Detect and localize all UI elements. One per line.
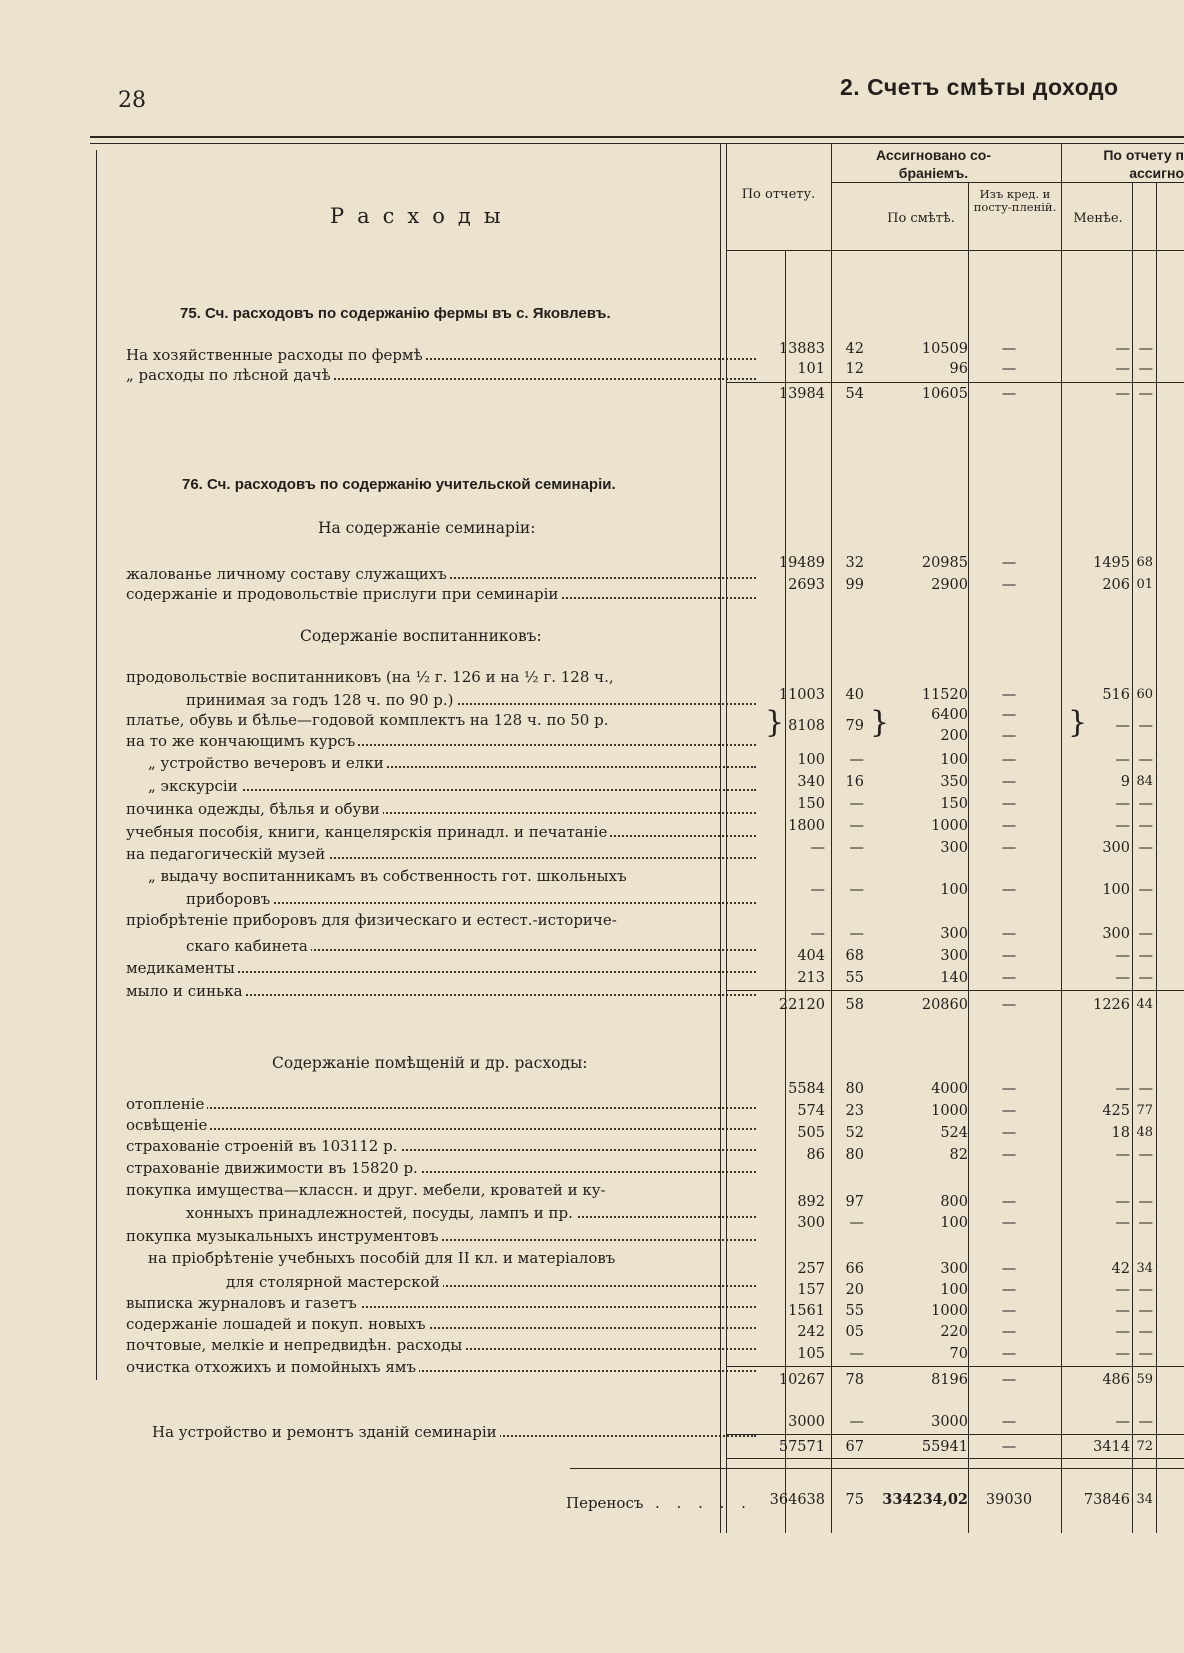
cell-less-kop: — [1138, 970, 1153, 986]
carry-report: 364638 [769, 1492, 825, 1508]
cell-less-kop: — [1138, 1215, 1153, 1231]
cell-credit: — [1001, 1261, 1017, 1277]
cell-less: — [1115, 970, 1130, 986]
cell-kop: 20 [845, 1282, 864, 1298]
cell-kop: 66 [845, 1261, 864, 1277]
cell-kop: — [849, 796, 864, 812]
cell-estimate: 524 [940, 1125, 968, 1141]
cell-kop: — [849, 882, 864, 898]
subheading-premises: Содержаніе помѣщеній и др. расходы: [272, 1054, 588, 1072]
cell-report: 11003 [778, 687, 825, 703]
subtotal-credit: — [1001, 1372, 1017, 1388]
cell-credit: — [1001, 970, 1017, 986]
cell-credit: — [1001, 948, 1017, 964]
cell-less-kop: 34 [1136, 1261, 1153, 1276]
row-label: платье, обувь и бѣлье—годовой комплектъ на 128 ч. по 50 р. [126, 711, 609, 729]
cell-kop: — [849, 818, 864, 834]
left-margin-rule [96, 150, 97, 1380]
row-label-continued: хонныхъ принадлежностей, посуды, лампъ и пр. [186, 1203, 756, 1223]
cell-kop: 42 [845, 341, 864, 357]
cell-less-kop: — [1138, 1081, 1153, 1097]
cell-report: 505 [797, 1125, 825, 1141]
cell-less: — [1115, 1324, 1130, 1340]
cell-less: 300 [1102, 926, 1130, 942]
col-header-assigned: Ассигновано со-браніемъ. [875, 147, 992, 181]
cell-less: — [1115, 718, 1130, 734]
subtotal-kop: 54 [845, 386, 864, 402]
total-report: 57571 [778, 1439, 825, 1455]
carry-label: Переносъ [566, 1494, 644, 1512]
col-header-less: Менѣе. [1073, 211, 1123, 226]
cell-kop: 12 [845, 361, 864, 377]
total-less-kop: 72 [1136, 1439, 1153, 1454]
page-number: 28 [118, 88, 146, 113]
row-label: на пріобрѣтеніе учебныхъ пособій для II кл. и матеріаловъ [148, 1249, 616, 1267]
cell-kop: 16 [845, 774, 864, 790]
cell-credit: — [1001, 752, 1017, 768]
row-label: „ экскурсіи [148, 776, 756, 796]
col-header-by-estimate: По смѣтѣ. [887, 211, 955, 226]
cell-credit: — [1001, 555, 1017, 571]
running-title: 2. Счетъ смѣты доходо [840, 74, 1119, 100]
row-label: „ устройство вечеровъ и елки [148, 753, 756, 773]
cell-less: — [1115, 818, 1130, 834]
row-label: На устройство и ремонтъ зданій семинаріи [152, 1422, 756, 1442]
cell-estimate: 11520 [921, 687, 968, 703]
cell-estimate: 96 [949, 361, 968, 377]
header-bottom-rule [726, 250, 1184, 251]
subtotal-rule [726, 1366, 1184, 1367]
cell-credit: — [1001, 796, 1017, 812]
row-label: покупка музыкальныхъ инструментовъ [126, 1226, 756, 1246]
cell-report: 257 [797, 1261, 825, 1277]
cell-kop: 05 [845, 1324, 864, 1340]
cell-less: 516 [1102, 687, 1130, 703]
bracket: } [870, 705, 890, 740]
cell-report: 242 [797, 1324, 825, 1340]
cell-credit: — [1001, 1303, 1017, 1319]
cell-report: — [810, 840, 825, 856]
subtotal-less: 486 [1102, 1372, 1130, 1388]
top-rule [90, 136, 1184, 138]
cell-report: 105 [797, 1346, 825, 1362]
cell-kop: 55 [845, 1303, 864, 1319]
subtotal-estimate: 20860 [921, 997, 968, 1013]
subtotal-less: 1226 [1093, 997, 1130, 1013]
cell-credit: — [1001, 926, 1017, 942]
carry-estimate: 334234,02 [882, 1491, 968, 1508]
cell-credit: — [1001, 577, 1017, 593]
cell-less: — [1115, 1081, 1130, 1097]
subtotal-report: 22120 [778, 997, 825, 1013]
row-label: на педагогическій музей [126, 844, 756, 864]
total-rule-bottom [726, 1458, 1184, 1459]
row-label: почтовые, мелкіе и непредвидѣн. расходы [126, 1335, 756, 1355]
cell-report: 1800 [788, 818, 825, 834]
cell-less: 300 [1102, 840, 1130, 856]
cell-estimate: 300 [940, 840, 968, 856]
cell-less: — [1115, 1282, 1130, 1298]
cell-estimate: 300 [940, 1261, 968, 1277]
cell-less-kop: — [1138, 1324, 1153, 1340]
cell-less-kop: — [1138, 1346, 1153, 1362]
carry-credit: 39030 [985, 1492, 1033, 1508]
cell-report: — [810, 926, 825, 942]
cell-less-kop: — [1138, 341, 1153, 357]
cell-kop: 68 [845, 948, 864, 964]
row-label: освѣщеніе [126, 1115, 756, 1135]
cell-kop: — [849, 1414, 864, 1430]
cell-less-kop: — [1138, 361, 1153, 377]
row-label: учебныя пособія, книги, канцелярскія принадл. и печатаніе [126, 822, 756, 842]
cell-less-kop: 48 [1136, 1125, 1153, 1140]
cell-estimate: 3000 [931, 1414, 968, 1430]
cell-estimate: 1000 [931, 1303, 968, 1319]
cell-less-kop: — [1138, 1303, 1153, 1319]
subtotal-kop: 78 [845, 1372, 864, 1388]
cell-report: 5584 [788, 1081, 825, 1097]
row-label-continued: для столярной мастерской [226, 1272, 756, 1292]
cell-less-kop: 84 [1136, 774, 1153, 789]
cell-report: 100 [797, 752, 825, 768]
cell-credit: — [1001, 1194, 1017, 1210]
cell-kop: 52 [845, 1125, 864, 1141]
cell-credit: — [1001, 707, 1017, 723]
cell-report: 157 [797, 1282, 825, 1298]
subtotal-less-kop: 44 [1136, 997, 1153, 1012]
cell-credit: — [1001, 1147, 1017, 1163]
cell-less: — [1115, 361, 1130, 377]
cell-less: — [1115, 752, 1130, 768]
carry-kop: 75 [845, 1492, 864, 1508]
subheading-pupils: Содержаніе воспитанниковъ: [300, 627, 542, 645]
cell-credit: — [1001, 1324, 1017, 1340]
cell-less: — [1115, 1414, 1130, 1430]
cell-report: 1561 [788, 1303, 825, 1319]
cell-estimate: 1000 [931, 1103, 968, 1119]
cell-kop: 23 [845, 1103, 864, 1119]
cell-less: — [1115, 948, 1130, 964]
row-label: жалованье личному составу служащихъ [126, 564, 756, 584]
cell-estimate: 70 [949, 1346, 968, 1362]
cell-credit: — [1001, 882, 1017, 898]
row-label-continued: принимая за годъ 128 ч. по 90 р.) [186, 690, 756, 710]
row-label: покупка имущества—классн. и друг. мебели, кроватей и ку- [126, 1181, 606, 1199]
cell-less-kop: 01 [1136, 577, 1153, 592]
cell-estimate: 800 [940, 1194, 968, 1210]
total-kop: 67 [845, 1439, 864, 1455]
cell-estimate: 20985 [921, 555, 968, 571]
cell-kop: 55 [845, 970, 864, 986]
total-credit: — [1001, 1439, 1017, 1455]
cell-report: 19489 [778, 555, 825, 571]
cell-estimate: 140 [940, 970, 968, 986]
cell-less: — [1115, 1147, 1130, 1163]
cell-less-kop: 60 [1136, 687, 1153, 702]
cell-less-kop: — [1138, 1194, 1153, 1210]
cell-less-kop: — [1138, 926, 1153, 942]
cell-less-kop: — [1138, 752, 1153, 768]
cell-less: 9 [1120, 774, 1130, 790]
cell-less-kop: — [1138, 840, 1153, 856]
row-label: выписка журналовъ и газетъ [126, 1293, 756, 1313]
cell-less-kop: — [1138, 882, 1153, 898]
cell-report: — [810, 882, 825, 898]
cell-kop: 32 [845, 555, 864, 571]
subtotal-less-kop: 59 [1136, 1372, 1153, 1387]
cell-less: — [1115, 796, 1130, 812]
cell-estimate: 100 [940, 1215, 968, 1231]
subtotal-credit: — [1001, 997, 1017, 1013]
row-label: очистка отхожихъ и помойныхъ ямъ [126, 1357, 756, 1377]
cell-credit: — [1001, 361, 1017, 377]
total-rule [726, 1434, 1184, 1435]
bracket: } [1068, 705, 1088, 740]
cell-kop: — [849, 1346, 864, 1362]
cell-kop: 80 [845, 1147, 864, 1163]
cell-credit: — [1001, 341, 1017, 357]
cell-report: 340 [797, 774, 825, 790]
cell-kop: — [849, 1215, 864, 1231]
cell-kop: — [849, 840, 864, 856]
cell-credit: — [1001, 1215, 1017, 1231]
col-header-report: По отчету. [741, 187, 816, 202]
cell-report: 86 [806, 1147, 825, 1163]
cell-estimate: 300 [940, 948, 968, 964]
cell-estimate: 100 [940, 752, 968, 768]
subtotal-less-kop: — [1138, 386, 1153, 402]
row-label: страхованіе движимости въ 15820 р. [126, 1158, 756, 1178]
cell-estimate: 10509 [921, 341, 968, 357]
cell-estimate: 100 [940, 1282, 968, 1298]
row-label-continued: приборовъ [186, 889, 756, 909]
cell-report: 2693 [788, 577, 825, 593]
cell-report: 13883 [778, 341, 825, 357]
total-estimate: 55941 [921, 1439, 968, 1455]
cell-report: 213 [797, 970, 825, 986]
row-label: на то же кончающимъ курсъ [126, 731, 756, 751]
carry-less: 73846 [1083, 1492, 1130, 1508]
cell-less-kop: — [1138, 1147, 1153, 1163]
row-label: содержаніе и продовольствіе прислуги при семинаріи [126, 584, 756, 604]
row-label: мыло и синька [126, 981, 756, 1001]
cell-less-kop: — [1138, 818, 1153, 834]
cell-estimate: 300 [940, 926, 968, 942]
cell-less-kop: 68 [1136, 555, 1153, 570]
cell-credit: — [1001, 1282, 1017, 1298]
cell-estimate: 1000 [931, 818, 968, 834]
right-column-rule [1156, 182, 1157, 1533]
cell-less-kop: 77 [1136, 1103, 1153, 1118]
cell-less: 1495 [1093, 555, 1130, 571]
row-label-continued: скаго кабинета [186, 936, 756, 956]
header-divider [831, 182, 1184, 183]
cell-kop: — [849, 926, 864, 942]
total-less: 3414 [1093, 1439, 1130, 1455]
cell-less-kop: — [1138, 1282, 1153, 1298]
cell-credit: — [1001, 840, 1017, 856]
cell-credit: — [1001, 1081, 1017, 1097]
cell-report: 3000 [788, 1414, 825, 1430]
cell-less: — [1115, 1215, 1130, 1231]
row-label: „ расходы по лѣсной дачѣ [126, 365, 756, 385]
credit-column-rule [968, 182, 969, 1533]
cell-less-kop: — [1138, 1414, 1153, 1430]
cell-less-kop: — [1138, 948, 1153, 964]
cell-less: — [1115, 1303, 1130, 1319]
subtotal-rule [726, 382, 1184, 383]
cell-less: — [1115, 1194, 1130, 1210]
row-label: медикаменты [126, 958, 756, 978]
subtotal-rule [726, 990, 1184, 991]
carry-leader: . . . . . [655, 1494, 752, 1512]
subtotal-less: — [1115, 386, 1130, 402]
bracket: } [765, 705, 785, 740]
cell-less: 18 [1111, 1125, 1130, 1141]
cell-less: — [1115, 1346, 1130, 1362]
cell-credit: — [1001, 728, 1017, 744]
cell-report: 150 [797, 796, 825, 812]
cell-kop: 80 [845, 1081, 864, 1097]
subheading-seminary: На содержаніе семинаріи: [318, 519, 536, 537]
cell-estimate: 2900 [931, 577, 968, 593]
cell-report: 8108 [788, 718, 825, 734]
carry-less-kop: 34 [1136, 1492, 1153, 1507]
row-label: продовольствіе воспитанниковъ (на ½ г. 126 и на ½ г. 128 ч., [126, 668, 614, 686]
subtotal-estimate: 8196 [931, 1372, 968, 1388]
cell-less-kop: — [1138, 718, 1153, 734]
section-76-title: 76. Сч. расходовъ по содержанію учительской семинаріи. [182, 476, 616, 493]
top-rule-thin [90, 143, 1184, 144]
cell-less: 42 [1111, 1261, 1130, 1277]
cell-report: 574 [797, 1103, 825, 1119]
row-label: На хозяйственные расходы по фермѣ [126, 345, 756, 365]
cell-estimate: 6400 [931, 707, 968, 723]
subtotal-report: 10267 [778, 1372, 825, 1388]
subtotal-kop: 58 [845, 997, 864, 1013]
cell-report: 300 [797, 1215, 825, 1231]
cell-kop: 79 [845, 718, 864, 734]
carry-rule [570, 1468, 1184, 1469]
cell-estimate: 350 [940, 774, 968, 790]
cell-less: — [1115, 341, 1130, 357]
cell-report: 892 [797, 1194, 825, 1210]
cell-credit: — [1001, 1125, 1017, 1141]
cell-estimate: 150 [940, 796, 968, 812]
row-label: страхованіе строеній въ 103112 р. [126, 1136, 756, 1156]
cell-less-kop: — [1138, 796, 1153, 812]
cell-estimate: 82 [949, 1147, 968, 1163]
section-75-title: 75. Сч. расходовъ по содержанію фермы въ с. Яковлевъ. [180, 305, 611, 322]
subtotal-credit: — [1001, 386, 1017, 402]
row-label: пріобрѣтеніе приборовъ для физическаго и естест.-историче- [126, 911, 617, 929]
cell-kop: 40 [845, 687, 864, 703]
cell-credit: — [1001, 1346, 1017, 1362]
cell-less: 425 [1102, 1103, 1130, 1119]
cell-kop: — [849, 752, 864, 768]
cell-credit: — [1001, 774, 1017, 790]
cell-credit: — [1001, 1414, 1017, 1430]
section-title: Расходы [330, 204, 514, 228]
cell-estimate: 4000 [931, 1081, 968, 1097]
cell-credit: — [1001, 1103, 1017, 1119]
cell-less: 206 [1102, 577, 1130, 593]
subtotal-report: 13984 [778, 386, 825, 402]
col-header-from-credits: Изъ кред. и посту-пленій. [973, 187, 1057, 214]
cell-credit: — [1001, 687, 1017, 703]
cell-credit: — [1001, 818, 1017, 834]
cell-report: 404 [797, 948, 825, 964]
cell-report: 101 [797, 361, 825, 377]
cell-kop: 97 [845, 1194, 864, 1210]
col-header-report-vs: По отчету п ассигно [1103, 147, 1184, 181]
cell-estimate: 100 [940, 882, 968, 898]
cell-estimate: 220 [940, 1324, 968, 1340]
cell-kop: 99 [845, 577, 864, 593]
row-label: починка одежды, бѣлья и обуви [126, 799, 756, 819]
cell-estimate: 200 [940, 728, 968, 744]
subtotal-estimate: 10605 [921, 386, 968, 402]
row-label: содержаніе лошадей и покуп. новыхъ [126, 1314, 756, 1334]
row-label: „ выдачу воспитанникамъ въ собственность гот. школьныхъ [148, 867, 627, 885]
row-label: отопленіе [126, 1094, 756, 1114]
cell-less: 100 [1102, 882, 1130, 898]
